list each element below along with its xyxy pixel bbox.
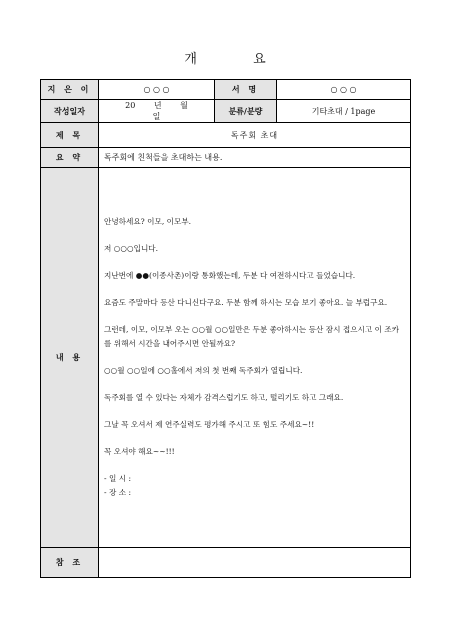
date-month-unit: 월 (180, 101, 188, 110)
date-year: 20 (125, 101, 136, 110)
summary-value: 독주회에 친척들을 초대하는 내용. (99, 148, 411, 168)
content-paragraph: ○○월 ○○일에 ○○홀에서 저의 첫 번째 독주회가 열립니다. (104, 366, 303, 375)
date-label: 작성일자 (41, 100, 99, 123)
date-day-unit: 일 (152, 112, 161, 121)
content-label: 내 용 (41, 168, 99, 548)
content-greeting: 안녕하세요? 이모, 이모부. (104, 217, 192, 226)
content-closing: 꼭 오셔야 해요~~!!! (104, 447, 175, 456)
content-when: - 일 시 : (104, 474, 132, 483)
content-paragraph: 그런데, 이모, 이모부 오는 ○○월 ○○일만은 두분 좋아하시는 등산 잠시 접으시고 이 조카를 위해서 시간을 내어주시면 안될까요? (104, 325, 400, 348)
subject-value: 독주회 초대 (99, 123, 411, 148)
date-value (99, 100, 215, 123)
row-content (41, 168, 411, 548)
signature-label: 서 명 (215, 80, 277, 100)
content-intro: 저 ○○○입니다. (104, 244, 159, 253)
content-where: - 장 소 : (104, 488, 132, 497)
author-label: 지 은 이 (41, 80, 99, 100)
date-year-unit: 년 (153, 101, 162, 110)
row-summary (41, 148, 411, 168)
content-paragraph: 그날 꼭 오셔서 제 연주실력도 평가해 주시고 또 힘도 주세요~!! (104, 420, 315, 429)
row-subject (41, 123, 411, 148)
outline-form (40, 79, 411, 578)
row-date (41, 100, 411, 123)
content-paragraph: 요즘도 주말마다 등산 다니신다구요. 두분 함께 하시는 모습 보기 좋아요. 늘 부럽구요. (104, 298, 388, 307)
reference-label: 참 조 (41, 548, 99, 578)
row-reference (41, 548, 411, 578)
summary-label: 요 약 (41, 148, 99, 168)
subject-label: 제 목 (41, 123, 99, 148)
reference-value (99, 548, 411, 578)
category-label: 분류/분량 (215, 100, 277, 123)
row-author (41, 80, 411, 100)
page-title: 개 요 (184, 52, 292, 67)
content-paragraph: 지난번에 ●●(이종사촌)이랑 통화했는데, 두분 다 여전하시다고 들었습니다. (104, 271, 356, 280)
content-paragraph: 독주회를 열 수 있다는 자체가 감격스럽기도 하고, 떨리기도 하고 그래요. (104, 393, 344, 402)
author-value: ○ ○ ○ (99, 80, 215, 100)
category-value: 기타초대 / 1page (277, 100, 411, 123)
content-body (99, 168, 411, 548)
signature-value: ○ ○ ○ (277, 80, 411, 100)
